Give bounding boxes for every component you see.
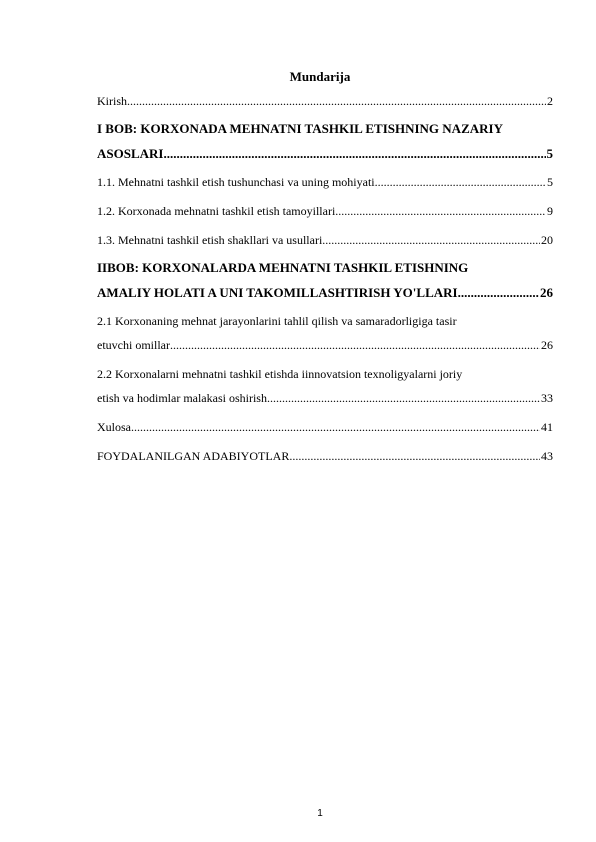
toc-entry-bibliography[interactable] <box>97 449 553 465</box>
toc-entry-label: 1.3. Mehnatni tashkil etish shakllari va usullari <box>97 233 323 247</box>
toc-entry-1-1[interactable] <box>97 175 553 191</box>
toc-entry-label: Kirish <box>97 94 127 108</box>
toc-entry-chapter2-line1[interactable] <box>97 260 553 276</box>
toc-leader-dots <box>267 391 540 406</box>
toc-entry-chapter2[interactable] <box>97 285 553 301</box>
toc-entry-2-2[interactable] <box>97 391 553 407</box>
toc-leader-dots <box>163 146 545 162</box>
toc-page-number: 26 <box>540 285 553 300</box>
toc-page-number: 41 <box>541 420 553 434</box>
toc-entry-label: FOYDALANILGAN ADABIYOTLAR <box>97 449 290 463</box>
toc-page-number: 5 <box>547 175 553 189</box>
toc-entry-label: 2.1 Korxonaning mehnat jarayonlarini tahlil qilish va samaradorligiga tasir <box>97 314 457 328</box>
toc-leader-dots <box>127 94 546 109</box>
toc-entry-label: 2.2 Korxonalarni mehnatni tashkil etishda iinnovatsion texnoligyalarni joriy <box>97 367 463 381</box>
toc-leader-dots <box>289 449 540 464</box>
toc-leader-dots <box>375 175 546 190</box>
page-number-footer: 1 <box>317 808 323 819</box>
toc-entry-1-3[interactable] <box>97 233 553 249</box>
toc-entry-chapter1[interactable] <box>97 146 553 162</box>
toc-page-number: 43 <box>541 449 553 463</box>
page-title: Mundarija <box>289 69 351 84</box>
toc-entry-label: AMALIY HOLATI A UNI TAKOMILLASHTIRISH YO'LLARI <box>97 285 458 300</box>
toc-entry-label: IIBOB: KORXONALARDA MEHNATNI TASHKIL ETISHNING <box>97 260 469 275</box>
toc-entry-2-1[interactable] <box>97 338 553 354</box>
toc-leader-dots <box>335 204 546 219</box>
toc-page-number: 26 <box>541 338 553 352</box>
toc-entry-label: Xulosa <box>97 420 131 434</box>
toc-entry-2-1-line1[interactable] <box>97 314 553 330</box>
toc-page-number: 33 <box>541 391 553 405</box>
toc-page-number: 2 <box>547 94 553 108</box>
toc-entry-label: I BOB: KORXONADA MEHNATNI TASHKIL ETISHNING NAZARIY <box>97 121 503 136</box>
toc-entry-label: etuvchi omillar <box>97 338 170 352</box>
toc-entry-label: ASOSLARI <box>97 146 164 161</box>
toc-entry-label: etish va hodimlar malakasi oshirish <box>97 391 267 405</box>
toc-leader-dots <box>131 420 540 435</box>
toc-entry-label: 1.1. Mehnatni tashkil etish tushunchasi va uning mohiyati <box>97 175 375 189</box>
toc-entry-xulosa[interactable] <box>97 420 553 436</box>
toc-entry-2-2-line1[interactable] <box>97 367 553 383</box>
toc-leader-dots <box>170 338 540 353</box>
toc-leader-dots <box>458 285 539 301</box>
toc-leader-dots <box>322 233 540 248</box>
toc-page-number: 9 <box>547 204 553 218</box>
toc-entry-label: 1.2. Korxonada mehnatni tashkil etish tamoyillari <box>97 204 336 218</box>
toc-page-number: 20 <box>541 233 553 247</box>
toc-entry-1-2[interactable] <box>97 204 553 220</box>
toc-entry-kirish[interactable] <box>97 94 553 110</box>
toc-page-number: 5 <box>546 146 553 161</box>
toc-entry-chapter1-line1[interactable] <box>97 121 553 137</box>
